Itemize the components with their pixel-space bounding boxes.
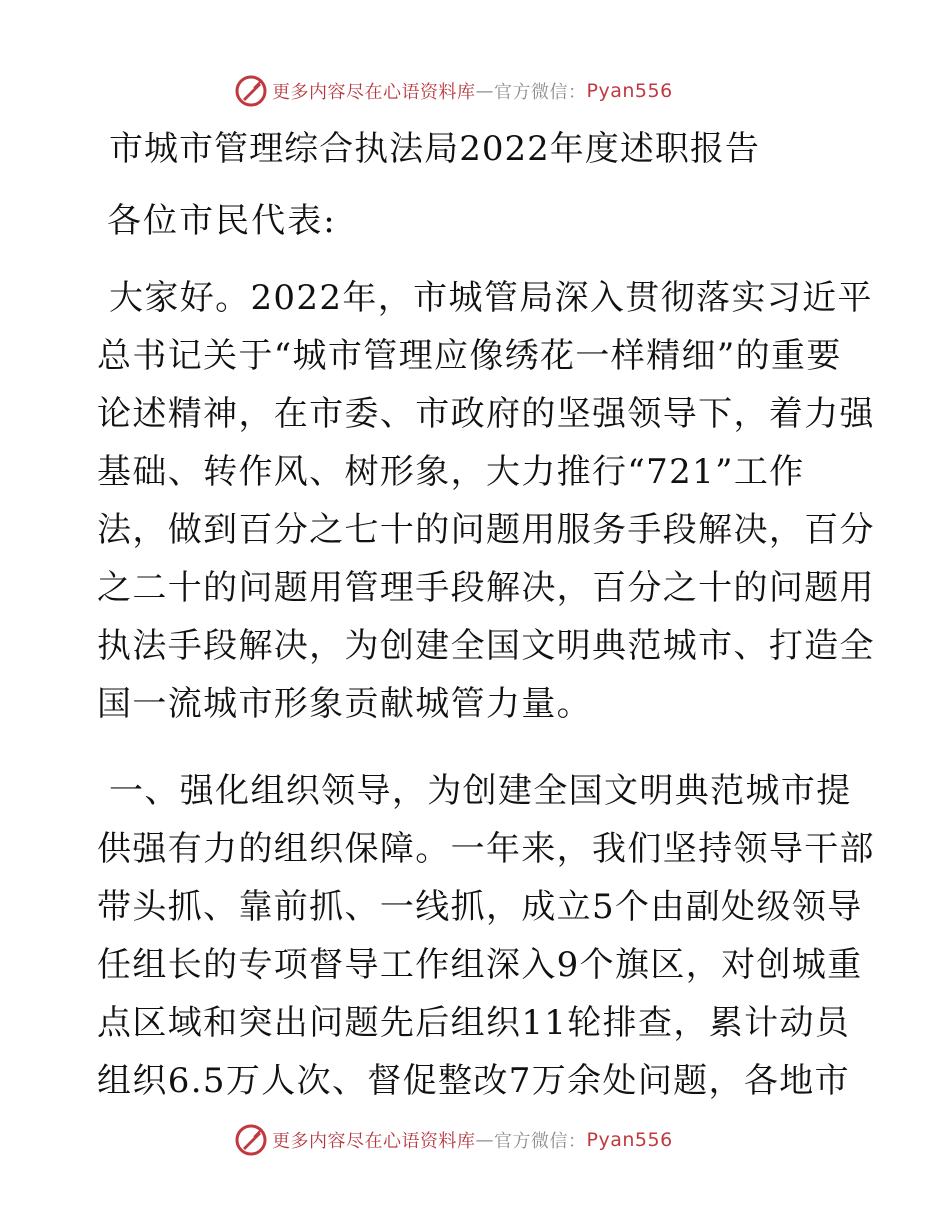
salutation: 各位市民代表: [107, 201, 337, 241]
paragraph-line: 法，做到百分之七十的问题用服务手段解决，百分 [97, 510, 875, 550]
watermark-brand: 更多内容尽在心语资料库 [272, 1131, 476, 1152]
paragraph-line: 论述精神，在市委、市政府的坚强领导下，着力强 [97, 394, 875, 434]
paragraph-line: 供强有力的组织保障。一年来，我们坚持领导干部 [97, 829, 875, 869]
paragraph-line: 点区域和突出问题先后组织11轮排查，累计动员 [97, 1003, 851, 1043]
header-watermark [234, 73, 673, 109]
paragraph-intro [97, 269, 875, 733]
paragraph-line: 大家好。2022年，市城管局深入贯彻落实习近平 [109, 278, 873, 318]
paragraph-line: 组织6.5万人次、督促整改7万余处问题，各地市 [97, 1061, 850, 1101]
paragraph-line: 基础、转作风、树形象，大力推行“721”工作 [97, 452, 805, 492]
paragraph-line: 执法手段解决，为创建全国文明典范城市、打造全 [97, 626, 875, 666]
paragraph-line: 任组长的专项督导工作组深入9个旗区，对创城重 [97, 945, 863, 985]
paragraph-line: 总书记关于“城市管理应像绣花一样精细”的重要 [97, 336, 842, 376]
quill-logo-icon [234, 1123, 268, 1157]
watermark-brand: 更多内容尽在心语资料库 [272, 82, 476, 103]
document-title: 市城市管理综合执法局2022年度述职报告 [109, 129, 760, 169]
quill-logo-icon [234, 74, 268, 108]
watermark-wechat-id: Pyan556 [586, 80, 673, 102]
paragraph-line: 带头抓、靠前抓、一线抓，成立5个由副处级领导 [97, 887, 863, 927]
watermark-dash: — [475, 80, 494, 102]
watermark-official: 官方微信： [494, 82, 587, 103]
paragraph-line: 之二十的问题用管理手段解决，百分之十的问题用 [97, 568, 875, 608]
footer-watermark [234, 1122, 673, 1158]
document-body [97, 122, 875, 1110]
paragraph-section-one [97, 762, 875, 1110]
watermark-official: 官方微信： [494, 1131, 587, 1152]
paragraph-line: 国一流城市形象贡献城管力量。 [97, 684, 593, 724]
watermark-wechat-id: Pyan556 [586, 1129, 673, 1151]
paragraph-line: 一、强化组织领导，为创建全国文明典范城市提 [109, 771, 852, 811]
watermark-dash: — [475, 1129, 494, 1151]
